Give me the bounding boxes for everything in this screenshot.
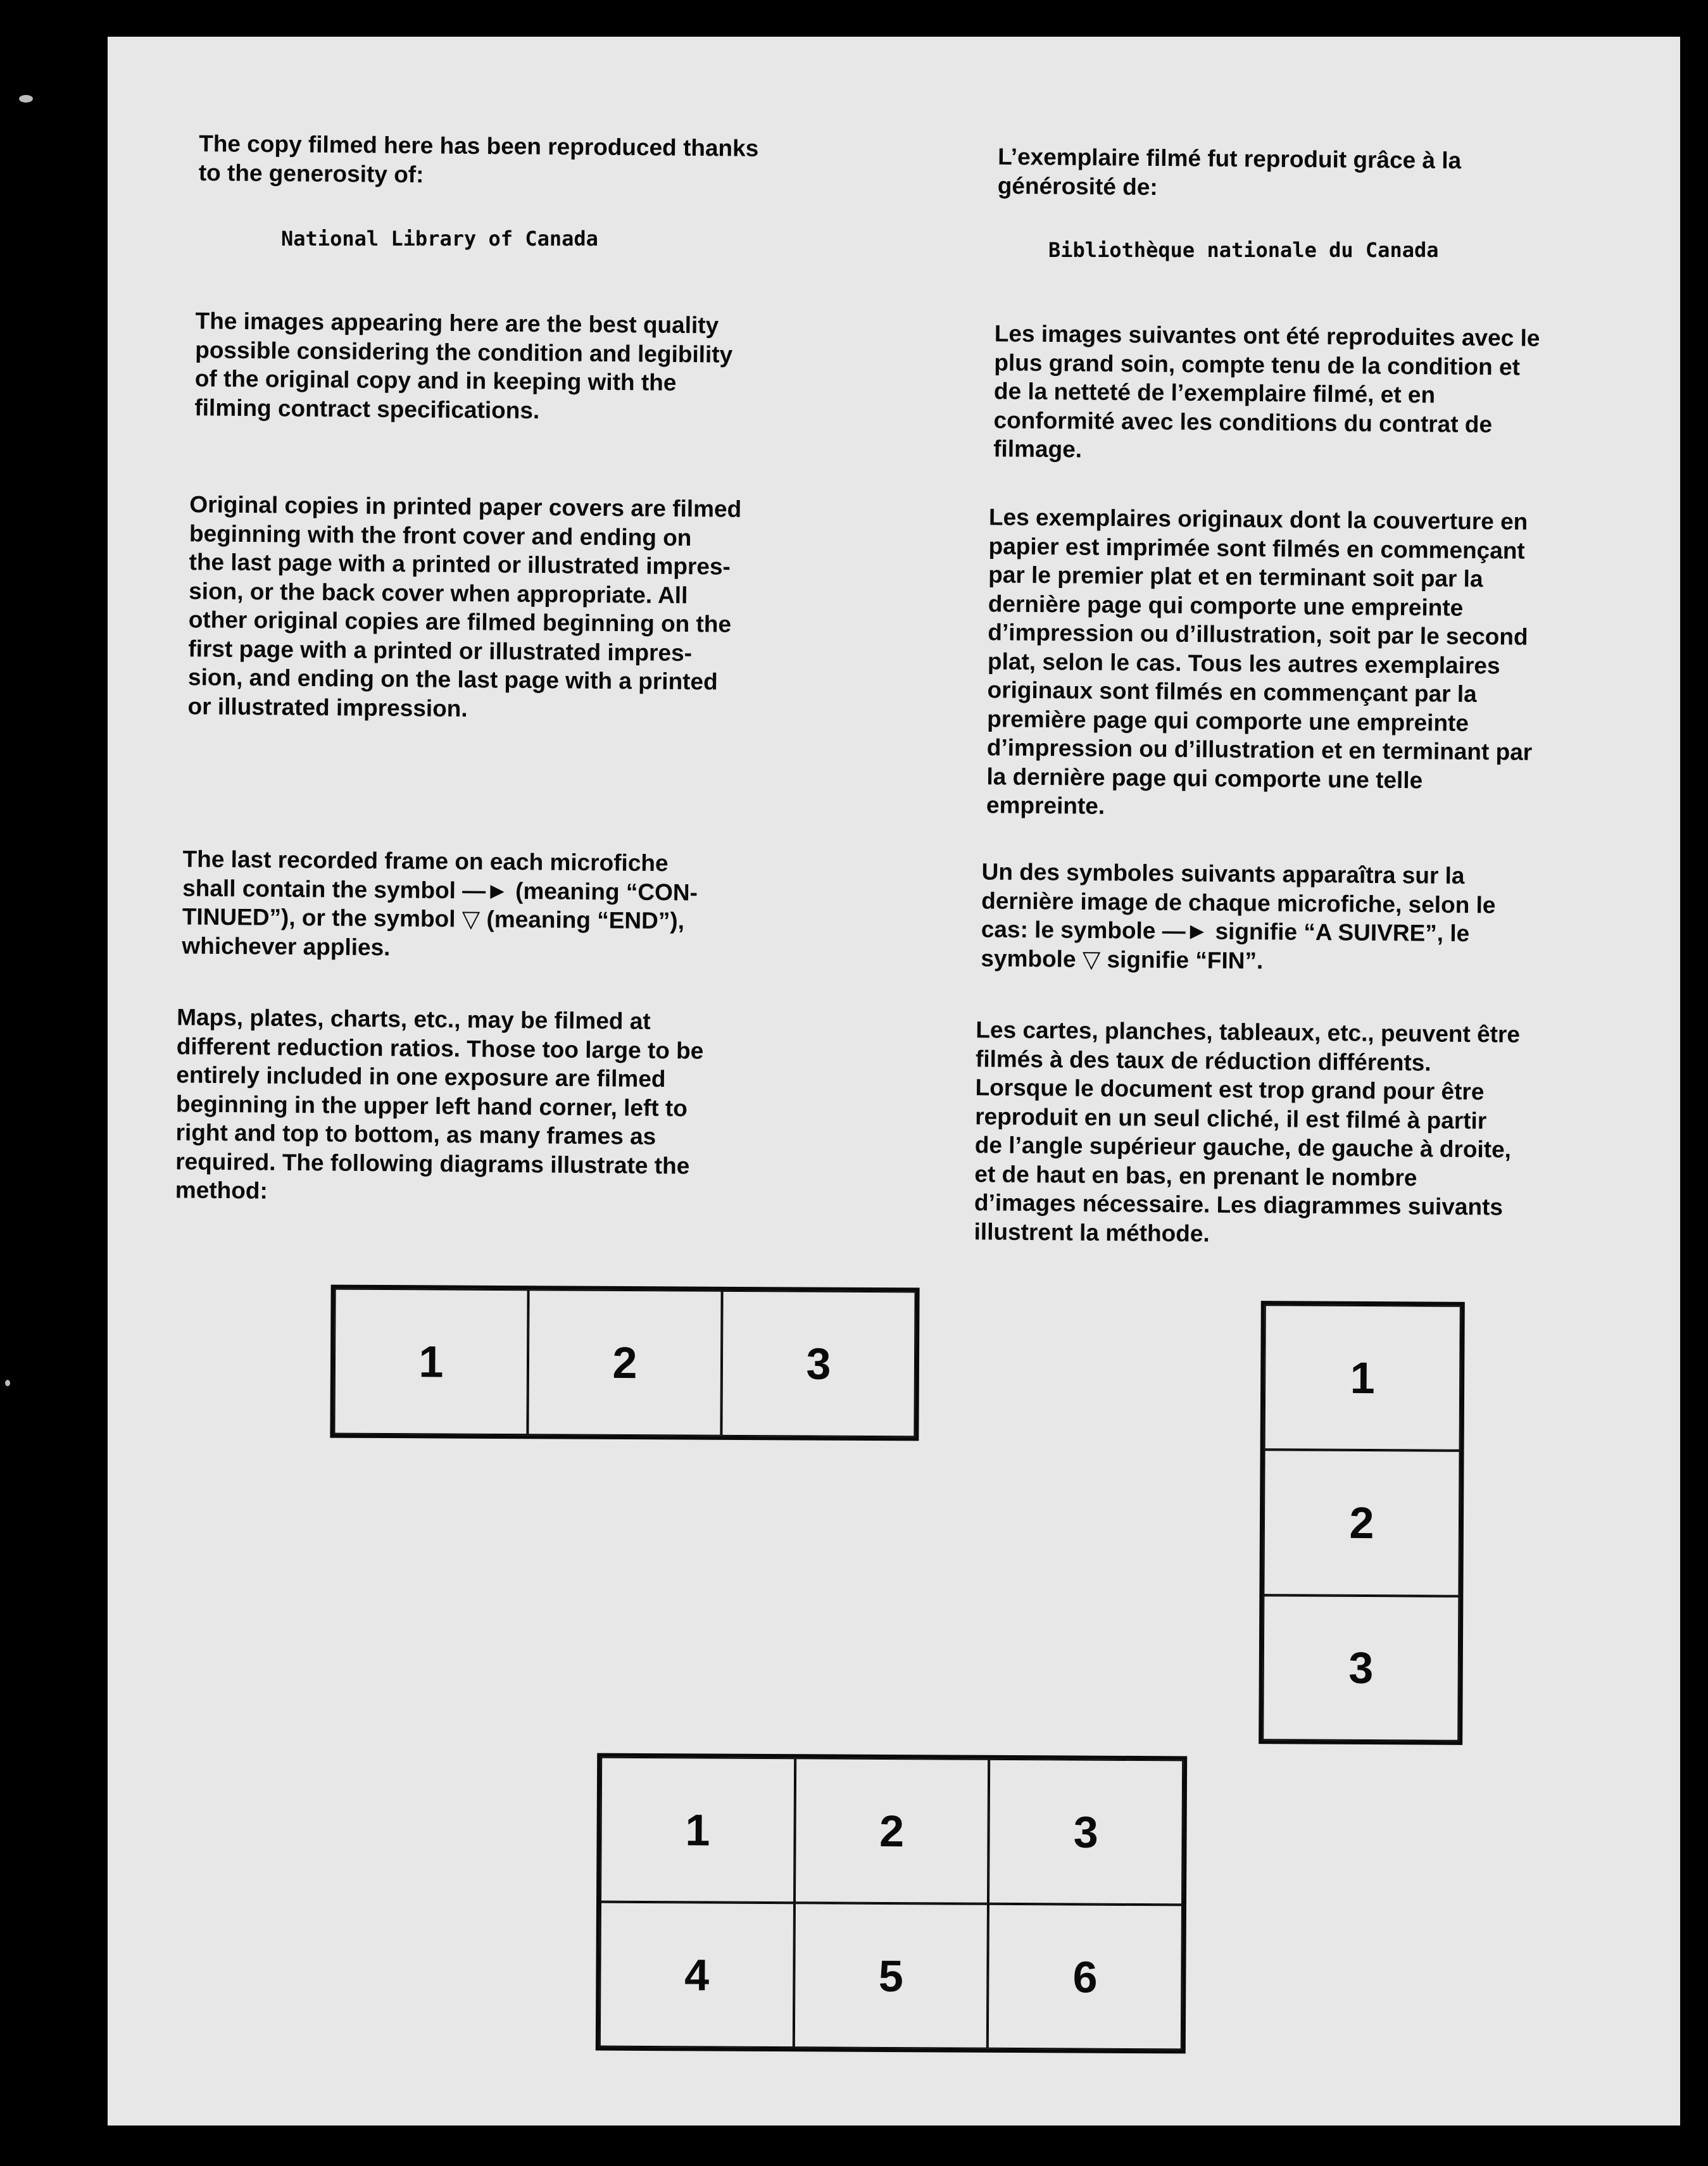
diagram-frame: 2 <box>794 1758 989 1904</box>
french-institution: Bibliothèque nationale du Canada <box>1048 238 1439 262</box>
diagram-horizontal <box>330 1285 919 1441</box>
english-symbols: The last recorded frame on each microfiche shall contain the symbol —► (meaning “CON- TINUED”), or the symbol ▽ (meaning “END”), whichever applies. <box>182 846 698 960</box>
film-speck <box>5 1380 10 1386</box>
french-filming-order: Les exemplaires originaux dont la couverture en papier est imprimée sont filmés en commençant par le premier plat et en terminant soit par la dernière page qui comporte une empreinte d’impression ou d’illustration, soit par le second plat, selon le cas. Tous les autres exemplaires originaux sont filmés en commençant par la première page qui comporte une empreinte d’impression ou d’illustration et en terminant par la dernière page qui comporte une telle empreinte. <box>986 504 1533 819</box>
diagram-frame: 2 <box>1263 1450 1460 1596</box>
diagram-frame: 3 <box>721 1291 915 1437</box>
english-filming-order: Original copies in printed paper covers are filmed beginning with the front cover and ending on the last page with a printed or illustrated impres- sion, or the back cover when appropriate. All other original copies are filmed beginning on the first page with a printed or illustrated impres- sion, and ending on the last page with a printed or illustrated impression. <box>187 491 742 722</box>
diagram-frame: 3 <box>1262 1595 1459 1741</box>
french-quality-statement: Les images suivantes ont été reproduites avec le plus grand soin, compte tenu de la condition et de la netteté de l’exemplaire filmé, et en conformité avec les conditions du contrat de filmage. <box>993 320 1540 463</box>
film-speck <box>19 95 33 103</box>
english-quality-statement: The images appearing here are the best quality possible considering the condition and legibility of the original copy and in keeping with the filming contract specifications. <box>194 308 733 423</box>
diagram-grid <box>596 1753 1187 2054</box>
diagram-frame: 1 <box>600 1757 795 1903</box>
diagram-vertical <box>1259 1301 1465 1745</box>
diagram-frame: 3 <box>988 1759 1183 1905</box>
english-institution: National Library of Canada <box>281 227 598 251</box>
english-intro: The copy filmed here has been reproduced thanks to the generosity of: <box>198 130 759 187</box>
english-maps-method: Maps, plates, charts, etc., may be filmed at different reduction ratios. Those too large to be entirely included in one exposure are filmed beginning in the upper left hand corner, left to right and top to bottom, as many frames as required. The following diagrams illustrate the method: <box>175 1004 704 1204</box>
diagram-frame: 1 <box>334 1289 528 1436</box>
target-page <box>108 37 1680 2125</box>
diagram-frame: 4 <box>600 1902 794 2048</box>
french-intro: L’exemplaire filmé fut reproduit grâce à la générosité de: <box>997 143 1462 200</box>
diagram-frame: 1 <box>1264 1305 1461 1451</box>
french-symbols: Un des symboles suivants apparaîtra sur la dernière image de chaque microfiche, selon le cas: le symbole —► signifie “A SUIVRE”, le symbole ▽ signifie “FIN”. <box>981 858 1496 973</box>
diagram-frame: 6 <box>988 1904 1183 2050</box>
french-maps-method: Les cartes, planches, tableaux, etc., peuvent être filmés à des taux de réduction différents. Lorsque le document est trop grand pour être reproduit en un seul cliché, il est filmé à partir de l’angle supérieur gauche, de gauche à droite, et de haut en bas, en prenant le nombre d’images nécessaire. Les diagrammes suivants illustrent la méthode. <box>974 1017 1521 1246</box>
diagram-frame: 5 <box>793 1903 988 2049</box>
diagram-frame: 2 <box>527 1289 722 1436</box>
